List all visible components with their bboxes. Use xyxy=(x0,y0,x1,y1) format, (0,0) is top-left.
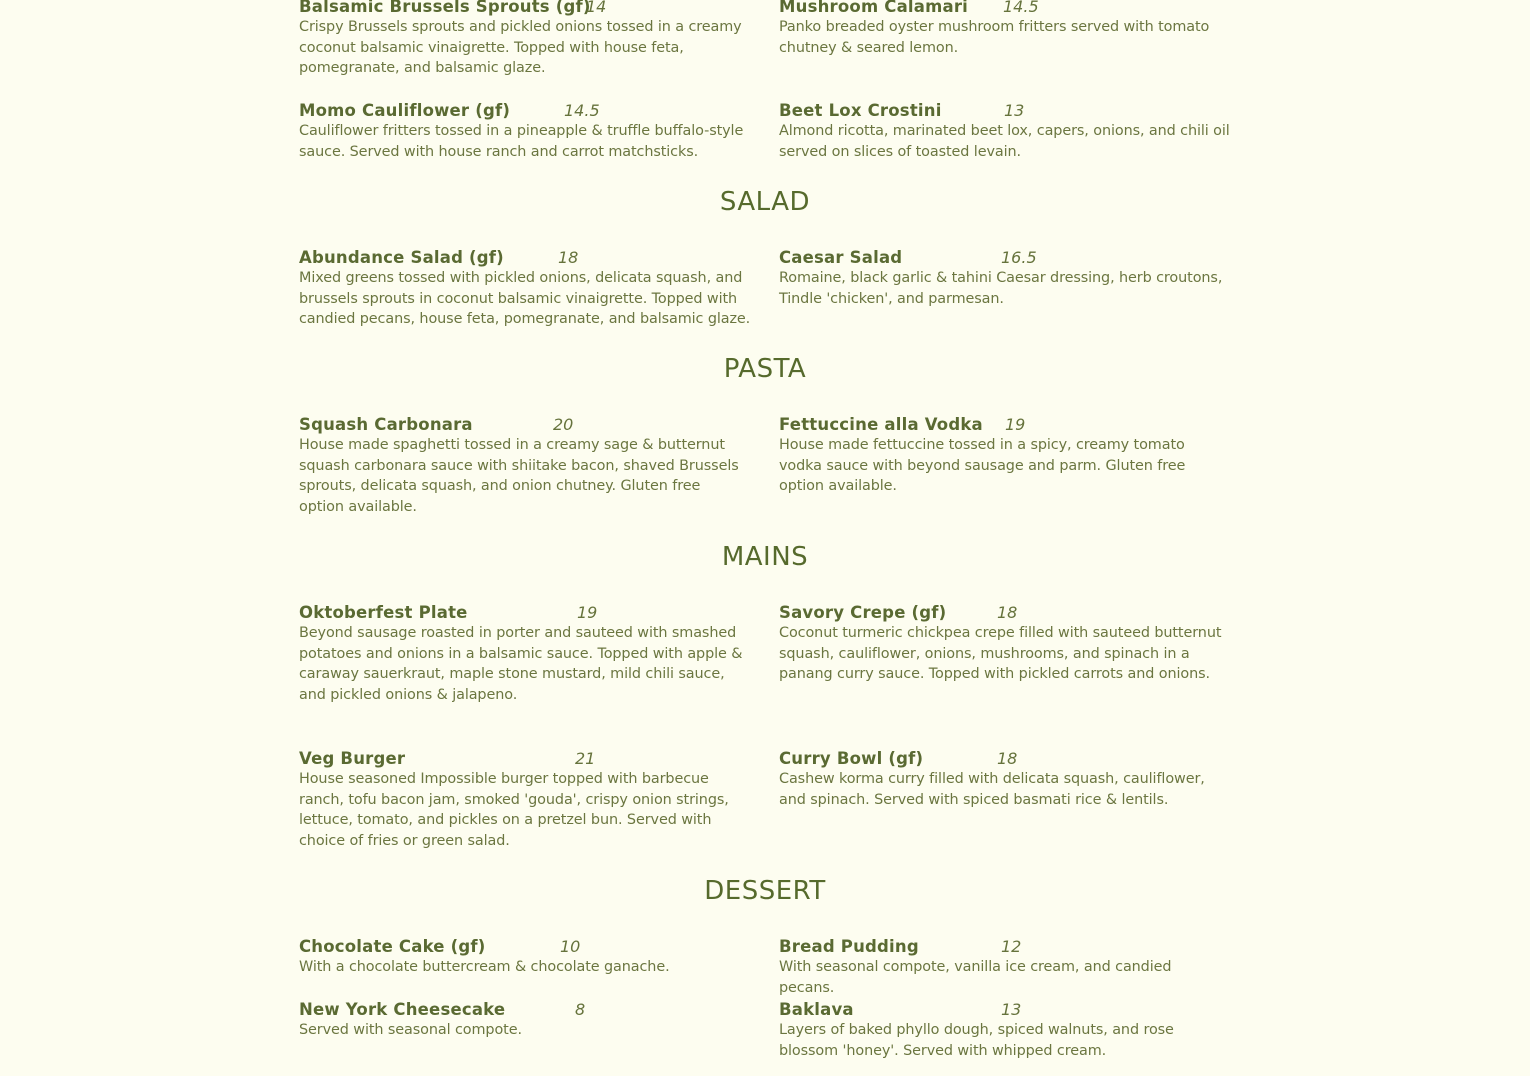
item-description: Cashew korma curry filled with delicata squash, cauliflower, and spinach. Served with spiced basmati rice & lentils. xyxy=(779,771,1205,808)
item-description: Panko breaded oyster mushroom fritters served with tomato chutney & seared lemon. xyxy=(779,19,1210,56)
item-name: Baklava xyxy=(779,1000,854,1019)
item-name: Abundance Salad (gf) xyxy=(299,248,504,267)
item-description: With a chocolate buttercream & chocolate ganache. xyxy=(299,959,670,975)
item-price: 10 xyxy=(560,937,581,956)
item-name: Oktoberfest Plate xyxy=(299,603,468,622)
item-price: 8 xyxy=(575,1000,586,1019)
item-name: Mushroom Calamari xyxy=(779,0,969,16)
item-name: Caesar Salad xyxy=(779,248,903,267)
item-description: House seasoned Impossible burger topped with barbecue ranch, tofu bacon jam, smoked 'gouda', crispy onion strings, lettuce, tomato, and pickles on a pretzel bun. Served with choice of fries or green salad. xyxy=(299,771,729,849)
item-name: Squash Carbonara xyxy=(299,415,473,434)
item-price: 12 xyxy=(1001,937,1022,956)
section-title-mains: MAINS xyxy=(721,542,809,572)
item-price: 18 xyxy=(558,248,579,267)
item-price: 21 xyxy=(575,749,596,768)
item-description: Romaine, black garlic & tahini Caesar dressing, herb croutons, Tindle 'chicken', and parmesan. xyxy=(779,270,1223,307)
item-description: Mixed greens tossed with pickled onions, delicata squash, and brussels sprouts in coconut balsamic vinaigrette. Topped with candied pecans, house feta, pomegranate, and balsamic glaze. xyxy=(299,270,751,328)
item-price: 14 xyxy=(586,0,607,16)
item-description: Cauliflower fritters tossed in a pineapple & truffle buffalo-style sauce. Served with house ranch and carrot matchsticks. xyxy=(299,123,744,160)
item-description: Beyond sausage roasted in porter and sauteed with smashed potatoes and onions in a balsamic sauce. Topped with apple & caraway sauerkraut, maple stone mustard, mild chili sauce, and pickled onions & jalapeno. xyxy=(299,625,743,703)
item-description: Almond ricotta, marinated beet lox, capers, onions, and chili oil served on slices of toasted levain. xyxy=(779,123,1230,160)
item-price: 16.5 xyxy=(1001,248,1037,267)
item-name: Savory Crepe (gf) xyxy=(779,603,947,622)
item-description: Crispy Brussels sprouts and pickled onions tossed in a creamy coconut balsamic vinaigrette. Topped with house feta, pomegranate, and balsamic glaze. xyxy=(299,19,742,77)
item-price: 19 xyxy=(577,603,598,622)
item-price: 18 xyxy=(997,603,1018,622)
item-name: Curry Bowl (gf) xyxy=(779,749,924,768)
item-description: With seasonal compote, vanilla ice cream, and candied pecans. xyxy=(779,959,1172,996)
item-name: Chocolate Cake (gf) xyxy=(299,937,486,956)
item-price: 18 xyxy=(997,749,1018,768)
item-description: Layers of baked phyllo dough, spiced walnuts, and rose blossom 'honey'. Served with whipped cream. xyxy=(779,1022,1174,1059)
item-name: Balsamic Brussels Sprouts (gf) xyxy=(299,0,591,16)
section-title-salad: SALAD xyxy=(719,187,811,217)
item-price: 13 xyxy=(1004,101,1025,120)
item-description: Coconut turmeric chickpea crepe filled with sauteed butternut squash, cauliflower, onions, mushrooms, and spinach in a panang curry sauce. Topped with pickled carrots and onions. xyxy=(779,625,1222,683)
section-title-dessert: DESSERT xyxy=(704,876,826,906)
item-price: 13 xyxy=(1001,1000,1022,1019)
section-title-pasta: PASTA xyxy=(723,354,807,384)
item-description: Served with seasonal compote. xyxy=(299,1022,522,1038)
item-description: House made spaghetti tossed in a creamy sage & butternut squash carbonara sauce with shiitake bacon, shaved Brussels sprouts, delicata squash, and onion chutney. Gluten free option available. xyxy=(299,437,739,515)
item-name: Beet Lox Crostini xyxy=(779,101,942,120)
item-name: Veg Burger xyxy=(299,749,406,768)
item-name: Fettuccine alla Vodka xyxy=(779,415,983,434)
item-name: New York Cheesecake xyxy=(299,1000,506,1019)
item-price: 14.5 xyxy=(1003,0,1039,16)
item-price: 14.5 xyxy=(564,101,600,120)
item-name: Bread Pudding xyxy=(779,937,919,956)
item-price: 20 xyxy=(553,415,574,434)
item-name: Momo Cauliflower (gf) xyxy=(299,101,511,120)
item-description: House made fettuccine tossed in a spicy, creamy tomato vodka sauce with beyond sausage and parm. Gluten free option available. xyxy=(779,437,1186,495)
item-price: 19 xyxy=(1005,415,1026,434)
